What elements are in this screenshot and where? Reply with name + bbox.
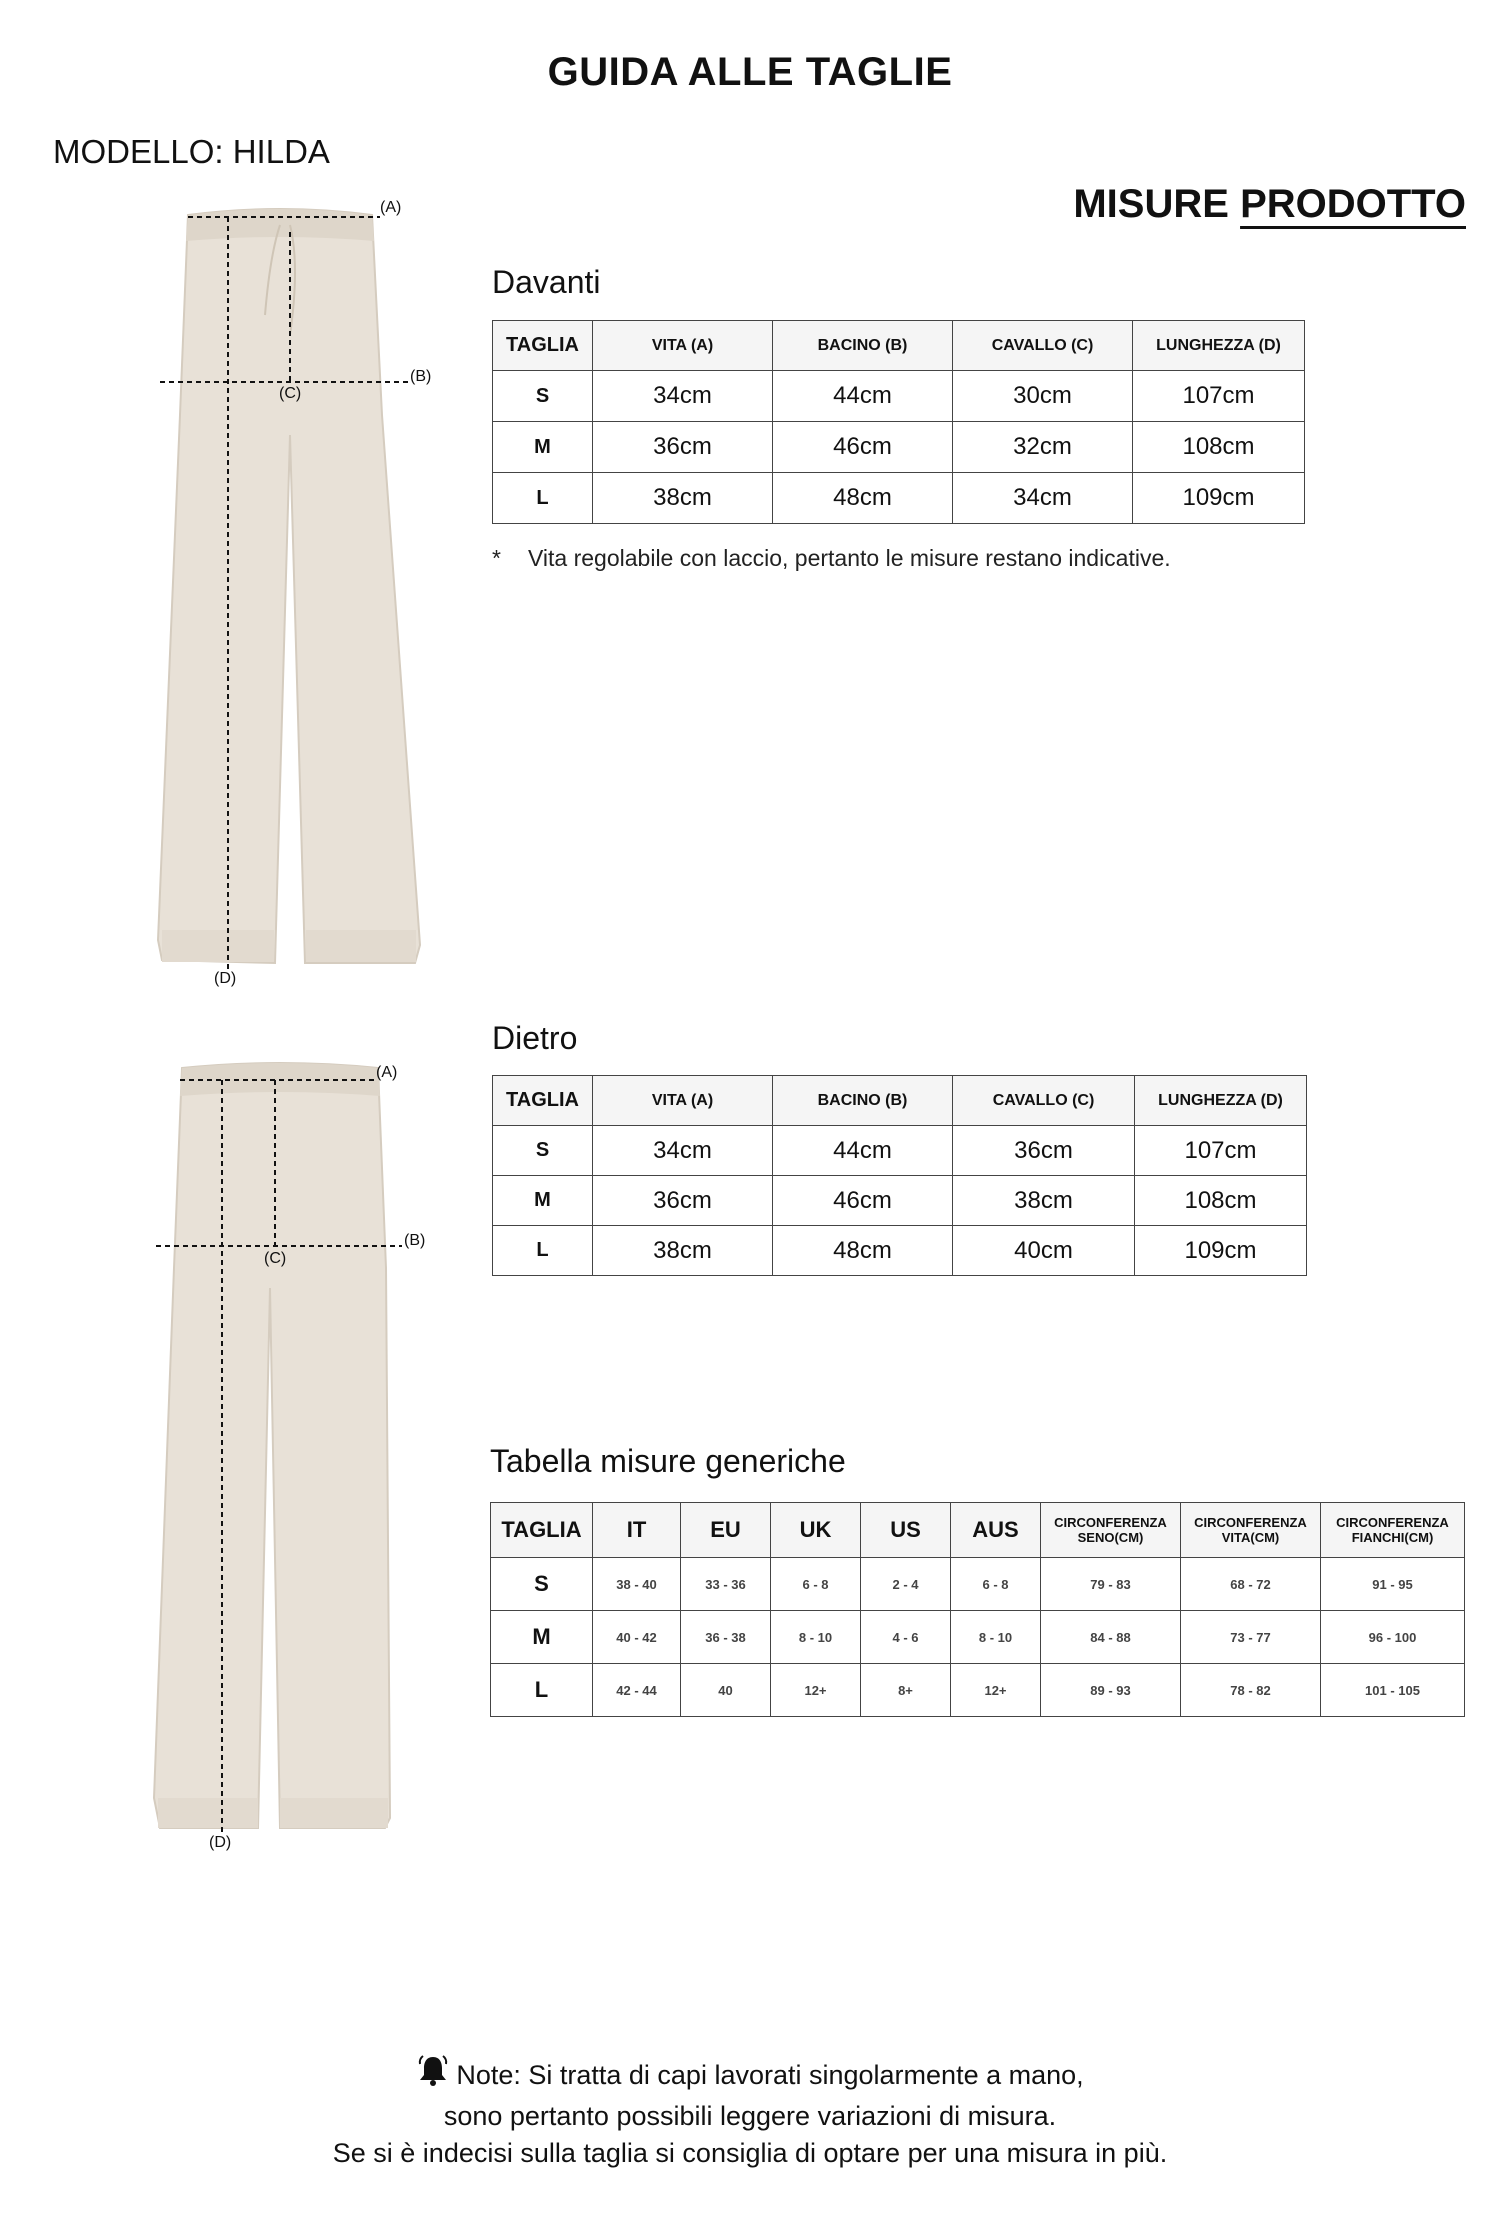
vita-cell: 36cm — [593, 1176, 773, 1226]
lunghezza-cell: 109cm — [1133, 473, 1305, 524]
table-row — [493, 1126, 1307, 1176]
size-cell: L — [493, 473, 593, 524]
page-title: GUIDA ALLE TAGLIE — [547, 50, 953, 94]
cavallo-cell: 30cm — [953, 371, 1133, 422]
uk-cell: 6 - 8 — [771, 1558, 861, 1611]
front-pants-image — [140, 195, 440, 1005]
back-label-b: (B) — [404, 1232, 426, 1249]
back-size-table — [492, 1075, 1307, 1276]
header-circ-vita: CIRCONFERENZA VITA(CM) — [1181, 1503, 1321, 1558]
size-cell: S — [493, 1126, 593, 1176]
bacino-cell: 46cm — [773, 422, 953, 473]
front-table-title: Davanti — [492, 264, 601, 300]
section-header-part1: MISURE — [1073, 182, 1229, 226]
size-cell: M — [491, 1611, 593, 1664]
header-uk: UK — [771, 1503, 861, 1558]
lunghezza-cell: 108cm — [1133, 422, 1305, 473]
us-cell: 4 - 6 — [861, 1611, 951, 1664]
it-cell: 40 - 42 — [593, 1611, 681, 1664]
lunghezza-cell: 109cm — [1135, 1226, 1307, 1276]
back-pants-image — [140, 1058, 440, 1858]
header-cavallo: CAVALLO (C) — [953, 321, 1133, 371]
vita-cell: 34cm — [593, 371, 773, 422]
header-taglia: TAGLIA — [493, 1076, 593, 1126]
generic-size-table — [490, 1502, 1465, 1717]
section-header-part2: PRODOTTO — [1240, 182, 1466, 226]
header-vita: VITA (A) — [593, 1076, 773, 1126]
eu-cell: 40 — [681, 1664, 771, 1717]
aus-cell: 8 - 10 — [951, 1611, 1041, 1664]
fianchi-cell: 91 - 95 — [1321, 1558, 1465, 1611]
header-taglia: TAGLIA — [491, 1503, 593, 1558]
table-row — [493, 473, 1305, 524]
size-cell: M — [493, 1176, 593, 1226]
back-table-title: Dietro — [492, 1020, 578, 1056]
header-bacino: BACINO (B) — [773, 1076, 953, 1126]
model-label: MODELLO: HILDA — [53, 133, 330, 170]
header-circ-fianchi: CIRCONFERENZA FIANCHI(CM) — [1321, 1503, 1465, 1558]
header-lunghezza: LUNGHEZZA (D) — [1135, 1076, 1307, 1126]
table-row — [491, 1558, 1465, 1611]
back-label-d: (D) — [209, 1834, 232, 1851]
header-vita: VITA (A) — [593, 321, 773, 371]
size-cell: L — [493, 1226, 593, 1276]
bacino-cell: 48cm — [773, 473, 953, 524]
cavallo-cell: 36cm — [953, 1126, 1135, 1176]
aus-cell: 6 - 8 — [951, 1558, 1041, 1611]
header-circ-seno: CIRCONFERENZA SENO(CM) — [1041, 1503, 1181, 1558]
table-row — [491, 1664, 1465, 1717]
table-row — [493, 1226, 1307, 1276]
front-label-d: (D) — [214, 970, 237, 987]
vita-cell: 78 - 82 — [1181, 1664, 1321, 1717]
lunghezza-cell: 107cm — [1133, 371, 1305, 422]
table-row — [493, 422, 1305, 473]
header-aus: AUS — [951, 1503, 1041, 1558]
note-line-3: Se si è indecisi sulla taglia si consiglia di optare per una misura in più. — [332, 2138, 1168, 2168]
vita-cell: 38cm — [593, 473, 773, 524]
note-line-2: sono pertanto possibili leggere variazioni di misura. — [443, 2101, 1057, 2131]
header-us: US — [861, 1503, 951, 1558]
seno-cell: 84 - 88 — [1041, 1611, 1181, 1664]
section-header — [1073, 182, 1466, 227]
bacino-cell: 48cm — [773, 1226, 953, 1276]
header-cavallo: CAVALLO (C) — [953, 1076, 1135, 1126]
bacino-cell: 46cm — [773, 1176, 953, 1226]
back-label-a: (A) — [376, 1064, 398, 1081]
size-cell: S — [491, 1558, 593, 1611]
size-cell: S — [493, 371, 593, 422]
header-taglia: TAGLIA — [493, 321, 593, 371]
vita-cell: 68 - 72 — [1181, 1558, 1321, 1611]
table-row — [493, 1176, 1307, 1226]
front-label-c: (C) — [279, 385, 302, 402]
fianchi-cell: 101 - 105 — [1321, 1664, 1465, 1717]
aus-cell: 12+ — [951, 1664, 1041, 1717]
size-cell: L — [491, 1664, 593, 1717]
header-it: IT — [593, 1503, 681, 1558]
cavallo-cell: 34cm — [953, 473, 1133, 524]
footnote-text: Vita regolabile con laccio, pertanto le misure restano indicative. — [528, 545, 1171, 571]
generic-table-title: Tabella misure generiche — [490, 1443, 846, 1479]
lunghezza-cell: 107cm — [1135, 1126, 1307, 1176]
vita-cell: 38cm — [593, 1226, 773, 1276]
uk-cell: 8 - 10 — [771, 1611, 861, 1664]
vita-cell: 73 - 77 — [1181, 1611, 1321, 1664]
seno-cell: 89 - 93 — [1041, 1664, 1181, 1717]
cavallo-cell: 32cm — [953, 422, 1133, 473]
it-cell: 38 - 40 — [593, 1558, 681, 1611]
bacino-cell: 44cm — [773, 371, 953, 422]
eu-cell: 36 - 38 — [681, 1611, 771, 1664]
front-label-b: (B) — [410, 368, 432, 385]
uk-cell: 12+ — [771, 1664, 861, 1717]
note-line-1: Note: Si tratta di capi lavorati singolarmente a mano, — [0, 2054, 1500, 2098]
it-cell: 42 - 44 — [593, 1664, 681, 1717]
vita-cell: 34cm — [593, 1126, 773, 1176]
us-cell: 2 - 4 — [861, 1558, 951, 1611]
footnote-mark: * — [492, 545, 501, 571]
vita-cell: 36cm — [593, 422, 773, 473]
bell-icon — [416, 2054, 450, 2098]
front-footnote — [492, 545, 1171, 572]
seno-cell: 79 - 83 — [1041, 1558, 1181, 1611]
header-lunghezza: LUNGHEZZA (D) — [1133, 321, 1305, 371]
table-row — [493, 371, 1305, 422]
cavallo-cell: 38cm — [953, 1176, 1135, 1226]
fianchi-cell: 96 - 100 — [1321, 1611, 1465, 1664]
eu-cell: 33 - 36 — [681, 1558, 771, 1611]
size-cell: M — [493, 422, 593, 473]
table-row — [491, 1611, 1465, 1664]
us-cell: 8+ — [861, 1664, 951, 1717]
cavallo-cell: 40cm — [953, 1226, 1135, 1276]
note — [0, 2054, 1500, 2172]
lunghezza-cell: 108cm — [1135, 1176, 1307, 1226]
header-bacino: BACINO (B) — [773, 321, 953, 371]
front-size-table — [492, 320, 1305, 524]
header-eu: EU — [681, 1503, 771, 1558]
bacino-cell: 44cm — [773, 1126, 953, 1176]
front-label-a: (A) — [380, 199, 402, 216]
back-label-c: (C) — [264, 1250, 287, 1267]
